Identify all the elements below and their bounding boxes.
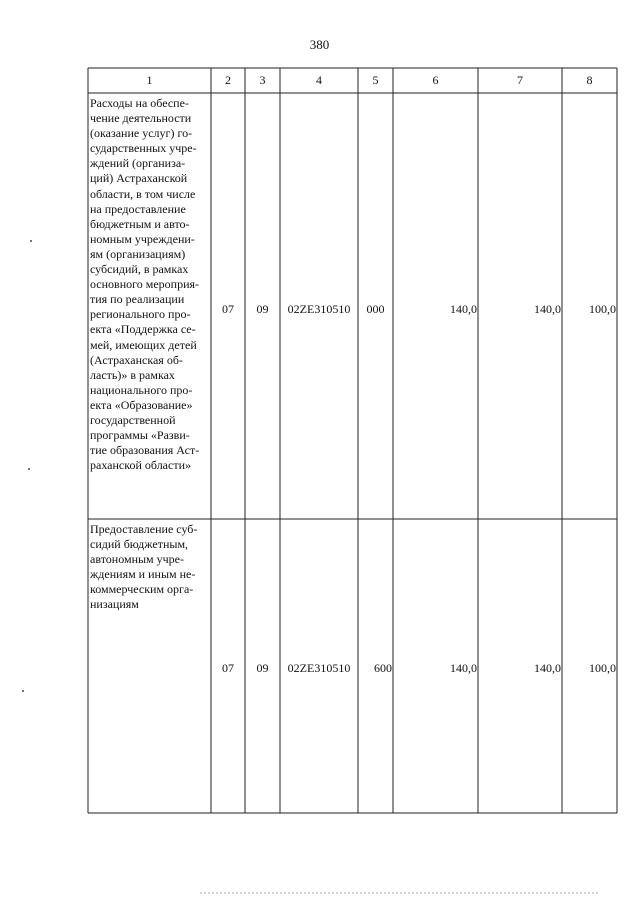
row-1-col7: 140,0 — [534, 302, 561, 316]
scan-speck — [22, 690, 24, 692]
row-2-target-article: 02ZE310510 — [287, 661, 351, 675]
header-col-7: 7 — [517, 73, 523, 87]
row-1-subsection: 09 — [256, 302, 269, 316]
row-2-col7: 140,0 — [534, 661, 561, 675]
row-1-expense-type: 000 — [366, 302, 385, 316]
header-col-6: 6 — [432, 73, 439, 87]
header-col-3: 3 — [259, 73, 266, 87]
row-2-col6: 140,0 — [450, 661, 477, 675]
row-2-col8: 100,0 — [589, 661, 616, 675]
row-2-description: Предоставление суб- сидий бюджетным, автономным учре- ждениям и иным не- коммерческим орга- низациям — [90, 522, 198, 612]
row-1-description: Расходы на обеспе- чение деятельности (оказание услуг) го- сударственных учре- ждений (организа- ций) Астраханской области, в том числе на предоставление бюджетным и авто- номным учреждени- ям (организациям) субсидий, в рамках основного мероприя- тия по реализации регионального про- екта «Поддержка се- мей, имеющих детей (Астраханская об- ласть)» в рамках национального про- екта «Образование» государственной программы «Разви- тие образования Аст- раханской области» — [90, 96, 200, 473]
row-1-col6: 140,0 — [450, 302, 477, 316]
row-1-target-article: 02ZE310510 — [287, 302, 351, 316]
row-1-col8: 100,0 — [589, 302, 616, 316]
header-col-2: 2 — [225, 73, 231, 87]
row-1-section: 07 — [222, 302, 234, 316]
header-col-4: 4 — [316, 73, 322, 87]
header-col-8: 8 — [586, 73, 593, 87]
scan-speck — [30, 240, 32, 242]
row-2-section: 07 — [222, 661, 234, 675]
row-2-expense-type: 600 — [374, 661, 392, 675]
header-col-5: 5 — [372, 73, 379, 87]
header-col-1: 1 — [146, 73, 153, 87]
page-number: 380 — [309, 37, 330, 52]
scan-speck — [28, 468, 30, 470]
row-2-subsection: 09 — [256, 661, 269, 675]
